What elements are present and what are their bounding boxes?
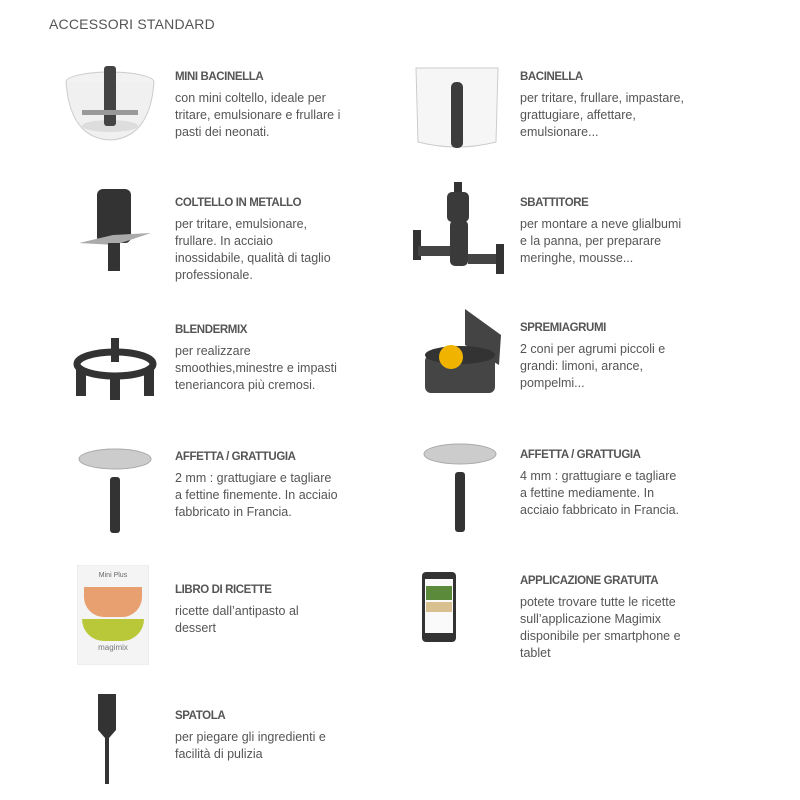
item-desc-line: smoothies,minestre e impasti bbox=[175, 361, 337, 375]
item-desc-line: fabbricato in Francia. bbox=[175, 505, 292, 519]
item-desc-line: con mini coltello, ideale per bbox=[175, 91, 326, 105]
citrus-press-image bbox=[405, 305, 515, 405]
item-desc-line: sull’applicazione Magimix bbox=[520, 612, 662, 626]
item-desc-line: inossidabile, qualità di taglio bbox=[175, 251, 331, 265]
item-desc-line: acciaio fabbricato in Francia. bbox=[520, 503, 680, 517]
item-desc-line: disponibile per smartphone e bbox=[520, 629, 681, 643]
item-desc-line: 2 coni per agrumi piccoli e bbox=[520, 342, 666, 356]
item-desc-line: potete trovare tutte le ricette bbox=[520, 595, 676, 609]
item-title: MINI BACINELLA bbox=[175, 71, 264, 83]
item-desc-line: tritare, emulsionare e frullare i bbox=[175, 108, 341, 122]
page-heading: ACCESSORI STANDARD bbox=[49, 16, 215, 32]
item-spatola bbox=[175, 710, 326, 763]
blendermix-image bbox=[70, 330, 160, 410]
item-desc-line: ricette dall’antipasto al bbox=[175, 604, 299, 618]
item-desc-line: facilità di pulizia bbox=[175, 747, 263, 761]
item-desc-line: pasti dei neonati. bbox=[175, 125, 270, 139]
book-brand: magimix bbox=[98, 643, 128, 652]
item-title: SBATTITORE bbox=[520, 197, 589, 209]
item-desc-line: per montare a neve glialbumi bbox=[520, 217, 682, 231]
item-desc-line: per piegare gli ingredienti e bbox=[175, 730, 326, 744]
item-coltello bbox=[175, 197, 331, 284]
item-desc-line: dessert bbox=[175, 621, 216, 635]
item-desc-line: 2 mm : grattugiare e tagliare bbox=[175, 471, 332, 485]
item-desc-line: grandi: limoni, arance, bbox=[520, 359, 643, 373]
item-blendermix bbox=[175, 324, 337, 394]
item-title: BACINELLA bbox=[520, 71, 583, 83]
item-title: LIBRO DI RICETTE bbox=[175, 584, 272, 596]
item-desc-line: frullare. In acciaio bbox=[175, 234, 273, 248]
item-desc-line: e la panna, per preparare bbox=[520, 234, 662, 248]
recipe-book-image bbox=[77, 565, 149, 665]
item-desc-line: per tritare, emulsionare, bbox=[175, 217, 308, 231]
disc-2mm-image bbox=[75, 445, 155, 537]
item-desc-line: 4 mm : grattugiare e tagliare bbox=[520, 469, 677, 483]
item-title: COLTELLO IN METALLO bbox=[175, 197, 302, 209]
item-title: AFFETTA / GRATTUGIA bbox=[520, 449, 641, 461]
item-desc-line: per realizzare bbox=[175, 344, 251, 358]
item-desc-line: teneriancora più cremosi. bbox=[175, 378, 316, 392]
item-desc-line: a fettine mediamente. In bbox=[520, 486, 655, 500]
disc-4mm-image bbox=[420, 440, 500, 535]
item-affetta-4mm bbox=[520, 449, 679, 519]
item-mini-bacinella bbox=[175, 71, 340, 141]
item-desc-line: grattugiare, affettare, bbox=[520, 108, 636, 122]
item-affetta-2mm bbox=[175, 451, 338, 521]
item-desc-line: meringhe, mousse... bbox=[520, 251, 634, 265]
bowl-image bbox=[412, 64, 502, 152]
item-title: AFFETTA / GRATTUGIA bbox=[175, 451, 296, 463]
metal-knife-image bbox=[75, 185, 155, 275]
item-spremiagrumi bbox=[520, 322, 665, 392]
item-desc-line: tablet bbox=[520, 646, 551, 660]
item-desc-line: pompelmi... bbox=[520, 376, 585, 390]
item-desc-line: professionale. bbox=[175, 268, 253, 282]
whisk-image bbox=[410, 180, 510, 275]
item-title: SPREMIAGRUMI bbox=[520, 322, 606, 334]
item-libro-ricette bbox=[175, 584, 299, 637]
item-desc-line: a fettine finemente. In acciaio bbox=[175, 488, 338, 502]
item-desc-line: emulsionare... bbox=[520, 125, 599, 139]
item-bacinella bbox=[520, 71, 684, 141]
item-title: APPLICAZIONE GRATUITA bbox=[520, 575, 659, 587]
item-title: BLENDERMIX bbox=[175, 324, 248, 336]
mini-bowl-image bbox=[62, 60, 158, 150]
spatula-image bbox=[92, 690, 122, 790]
item-title: SPATOLA bbox=[175, 710, 226, 722]
item-applicazione bbox=[520, 575, 681, 662]
item-desc-line: per tritare, frullare, impastare, bbox=[520, 91, 684, 105]
book-title: Mini Plus bbox=[98, 572, 128, 579]
item-sbattitore bbox=[520, 197, 681, 267]
smartphone-app-image bbox=[420, 570, 460, 646]
